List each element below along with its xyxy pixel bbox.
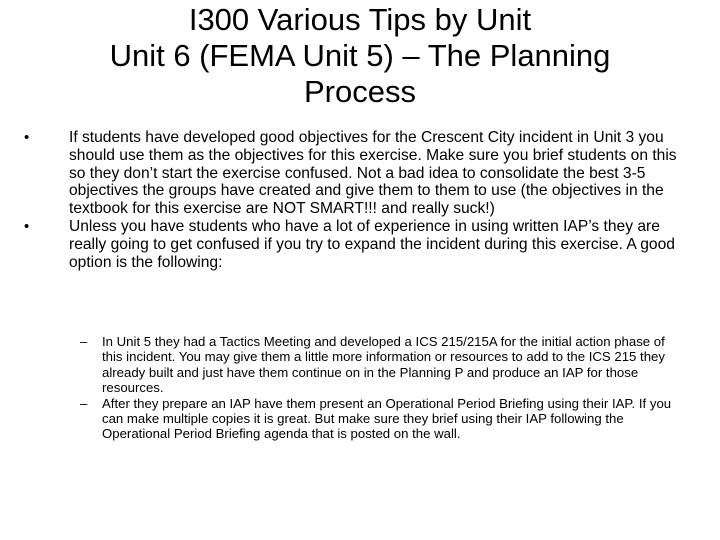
bullet-item-iap-experience [24, 218, 696, 271]
bullet-dot-icon: • [24, 217, 30, 235]
title-line-2: Unit 6 (FEMA Unit 5) – The Planning [109, 38, 611, 73]
bullet-text: Unless you have students who have a lot of experience in using written IAP’s they are really going to get confused if you try to expand the incident during this exercise. A good option is the following: [69, 217, 675, 271]
bullet-item-objectives [24, 129, 696, 218]
slide-title [40, 2, 680, 110]
bullet-dot-icon: • [24, 129, 30, 146]
dash-icon: – [80, 395, 88, 411]
sub-bullet-text: After they prepare an IAP have them present an Operational Period Briefing using their IAP. If you can make multiple copies it is great. But make sure they brief using their IAP following the Operational Period Briefing agenda that is posted on the wall. [102, 395, 672, 442]
title-line-3: Process [304, 74, 416, 109]
title-line-1: I300 Various Tips by Unit [188, 2, 532, 37]
sub-bullet-item-tactics-meeting [80, 334, 680, 396]
sub-bullet-text: In Unit 5 they had a Tactics Meeting and developed a ICS 215/215A for the initial action phase of this incident. You may give them a little more information or resources to add to the ICS 215 they already built and just have them continue on in the Planning P and produce an IAP for those resources. [102, 334, 665, 396]
bullet-text: If students have developed good objectives for the Crescent City incident in Unit 3 you should use them as the objectives for this exercise. Make sure you brief students on this so they don’t start the exercise confused. Not a bad idea to consolidate the best 3-5 objectives the groups have created and give them to them to use (the objectives in the textbook for this exercise are NOT SMART!!! and really suck!) [69, 129, 677, 218]
dash-icon: – [80, 334, 88, 349]
sub-bullet-item-briefing [80, 396, 680, 442]
bullet-list [24, 129, 696, 271]
sub-bullet-list [80, 334, 680, 442]
